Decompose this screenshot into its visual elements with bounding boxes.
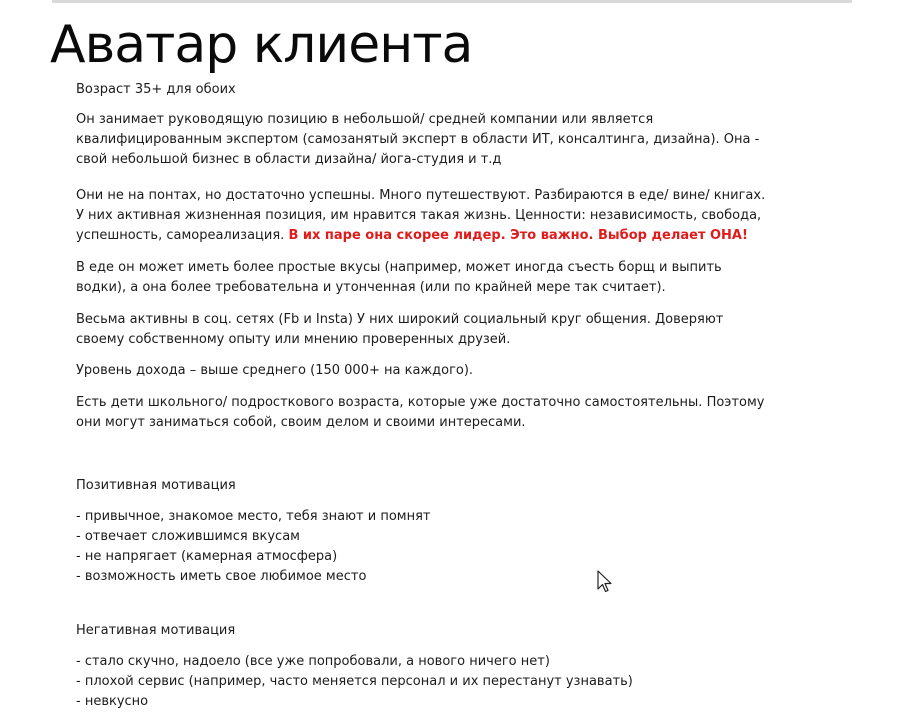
highlight-text: В их паре она скорее лидер. Это важно. Выбор делает ОНА! xyxy=(288,228,748,243)
text-segment: успешность, самореализация. xyxy=(76,228,289,243)
top-divider xyxy=(52,0,852,3)
text-line: Они не на понтах, но достаточно успешны. Много путешествуют. Разбираются в еде/ вине/ книгах. xyxy=(76,188,766,203)
text-line: Он занимает руководящую позицию в небольшой/ средней компании или является xyxy=(76,112,654,127)
page-title: Аватар клиента xyxy=(50,15,473,75)
text-line: Весьма активны в соц. сетях (Fb и Insta) У них широкий социальный круг общения. Доверяют xyxy=(76,312,724,327)
list-item: - отвечает сложившимся вкусам xyxy=(76,529,300,544)
text-line: водки), а она более требовательна и утонченная (или по крайней мере так считает). xyxy=(76,280,666,295)
list-item: - стало скучно, надоело (все уже попробовали, а нового ничего нет) xyxy=(76,654,550,669)
negative-motivation-heading: Негативная мотивация xyxy=(76,623,236,638)
list-item: - привычное, знакомое место, тебя знают и помнят xyxy=(76,509,431,524)
list-item: - невкусно xyxy=(76,694,149,709)
text-line: В еде он может иметь более простые вкусы (например, может иногда съесть борщ и выпить xyxy=(76,260,722,275)
income-line: Уровень дохода – выше среднего (150 000+ на каждого). xyxy=(76,363,474,378)
text-line: У них активная жизненная позиция, им нравится такая жизнь. Ценности: независимость, свобода, xyxy=(76,208,762,223)
list-item: - плохой сервис (например, часто меняется персонал и их перестанут узнавать) xyxy=(76,674,633,689)
text-line xyxy=(76,226,748,246)
list-item: - возможность иметь свое любимое место xyxy=(76,569,367,584)
text-line: Есть дети школьного/ подросткового возраста, которые уже достаточно самостоятельны. Поэтому xyxy=(76,395,765,410)
list-item: - не напрягает (камерная атмосфера) xyxy=(76,549,338,564)
text-line: квалифицированным экспертом (самозанятый эксперт в области ИТ, консалтинга, дизайна). Она - xyxy=(76,132,760,147)
positive-motivation-heading: Позитивная мотивация xyxy=(76,478,236,493)
mouse-pointer-icon xyxy=(597,570,613,594)
text-line: своему собственному опыту или мнению проверенных друзей. xyxy=(76,332,511,347)
age-line: Возраст 35+ для обоих xyxy=(76,82,236,97)
text-line: они могут заниматься собой, своим делом и своими интересами. xyxy=(76,415,526,430)
text-line: свой небольшой бизнес в области дизайна/ йога-студия и т.д xyxy=(76,152,502,167)
